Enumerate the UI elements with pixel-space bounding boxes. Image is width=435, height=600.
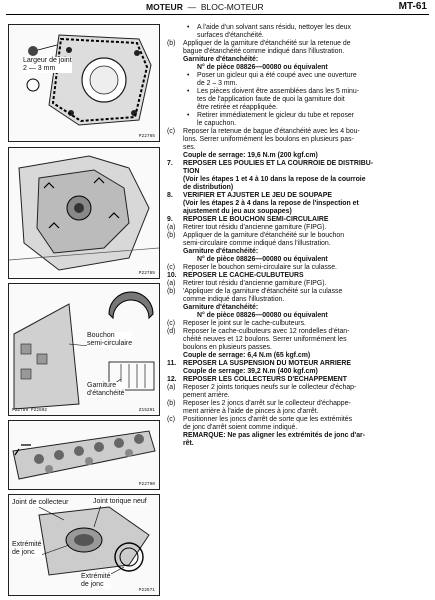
line-text: REPOSER LES POULIES ET LA COURROIE DE DISTRIBU- — [183, 160, 374, 167]
line-text: chéité neuves et 12 boulons. Serrer uniformément les — [183, 336, 347, 343]
label-line: semi-circulaire — [87, 340, 133, 347]
line-text: Reposer les 2 joncs d'arrêt sur le collecteur d'échappe- — [183, 400, 351, 407]
line-text: lons. Serrer uniformément les boulons en plusieurs pas- — [183, 136, 354, 143]
label-line: d'étanchéité — [87, 390, 125, 397]
bullet: • — [187, 72, 190, 79]
text-line — [167, 368, 429, 376]
line-text: Retirer tout résidu d'ancienne garniture (FIPG). — [183, 224, 327, 231]
section-heading — [167, 192, 429, 200]
line-text: pement arrière. — [183, 392, 230, 399]
step-marker: (b) — [167, 288, 176, 295]
line-text: Reposer 2 joints toriques neufs sur le collecteur d'échap- — [183, 384, 357, 391]
instruction-text — [167, 24, 429, 448]
page-number: MT-61 — [398, 1, 427, 12]
label-line: Extrémité — [81, 573, 111, 580]
label-snap-ring-end-left — [12, 541, 42, 557]
line-text: de jonc d'arrêt soient comme indiqué. — [183, 424, 298, 431]
line-text: TION — [183, 168, 200, 175]
line-text: REPOSER LE BOUCHON SEMI-CIRCULAIRE — [183, 216, 329, 223]
line-text: Retirer immédiatement le gicleur du tube et reposer — [197, 112, 355, 119]
label-seal-packing — [87, 382, 125, 398]
line-text: ses. — [183, 144, 196, 151]
header-subsection: BLOC-MOTEUR — [200, 2, 264, 12]
line-text: de 2 – 3 mm. — [197, 80, 238, 87]
line-text: REMARQUE: Ne pas aligner les extrémités de jonc d'ar- — [183, 432, 365, 439]
text-line — [167, 328, 429, 336]
header-dash: — — [187, 2, 197, 12]
line-text: (Voir les étapes 1 et 4 à 10 dans la repose de la courroie — [183, 176, 366, 183]
step-marker: 9. — [167, 216, 173, 223]
line-text: semi-circulaire comme indiqué dans l'illustration. — [183, 240, 331, 247]
figure-code: P22790 — [138, 482, 155, 487]
text-line — [167, 72, 429, 80]
line-text: ajustement du jeu aux soupapes) — [183, 208, 292, 215]
header-title — [146, 2, 264, 12]
text-line — [167, 32, 429, 40]
line-text: Reposer le cache-culbuteurs avec 12 rondelles d'étan- — [183, 328, 350, 335]
line-text: boulons en plusieurs passes. — [183, 344, 272, 351]
header-rule — [6, 14, 429, 15]
text-line — [167, 312, 429, 320]
text-line — [167, 40, 429, 48]
line-text: Couple de serrage: 6,4 N.m (65 kgf.cm) — [183, 352, 311, 359]
step-marker: 10. — [167, 272, 177, 279]
bullet: • — [187, 88, 190, 95]
figure-code: P22671 — [138, 588, 155, 593]
figure-code: P22765 — [138, 134, 155, 139]
text-line — [167, 224, 429, 232]
line-text: N° de pièce 08826—00080 ou équivalent — [197, 312, 328, 319]
figure-code: P22789 P22802 — [12, 408, 48, 413]
line-text: Retirer tout résidu d'ancienne garniture (FIPG). — [183, 280, 327, 287]
text-line — [167, 440, 429, 448]
label-line: Bouchon — [87, 332, 115, 339]
text-line — [167, 248, 429, 256]
timing-cover-drawing — [9, 148, 159, 278]
figure-timing-cover — [8, 147, 160, 279]
line-text: bague d'étanchéité comme indiqué dans l'illustration. — [183, 48, 345, 55]
section-heading — [167, 272, 429, 280]
label-line: Garniture — [87, 382, 117, 389]
step-marker: 12. — [167, 376, 177, 383]
text-line — [167, 256, 429, 264]
text-line — [167, 24, 429, 32]
text-line — [167, 96, 429, 104]
figure-semi-circular-plug — [8, 283, 160, 416]
text-line — [167, 320, 429, 328]
text-line — [167, 136, 429, 144]
text-line — [167, 80, 429, 88]
text-line — [167, 296, 429, 304]
step-marker: 7. — [167, 160, 173, 167]
text-line — [167, 424, 429, 432]
line-text: 'Appliquer de la garniture d'étanchéité sur la culasse — [183, 288, 343, 295]
figure-exhaust-manifold — [8, 494, 160, 596]
text-line — [167, 152, 429, 160]
text-line — [167, 400, 429, 408]
text-line — [167, 240, 429, 248]
text-line — [167, 64, 429, 72]
text-line — [167, 200, 429, 208]
text-line — [167, 48, 429, 56]
line-text: comme indiqué dans l'illustration. — [183, 296, 285, 303]
section-heading — [167, 376, 429, 384]
label-line: de jonc — [81, 581, 104, 588]
text-line — [167, 56, 429, 64]
line-text: N° de pièce 08826—00080 ou équivalent — [197, 64, 328, 71]
line-text: rêt. — [183, 440, 194, 447]
figure-code-2: Z15201 — [138, 408, 155, 413]
line-text: être retirée et réappliquée. — [197, 104, 278, 111]
label-semi-circular-plug — [87, 332, 132, 348]
step-marker: (c) — [167, 264, 176, 271]
text-line — [167, 304, 429, 312]
text-line — [167, 352, 429, 360]
step-marker: (c) — [167, 128, 176, 135]
label-new-o-ring: Joint torique neuf — [93, 498, 147, 505]
page-header — [0, 0, 435, 16]
text-line — [167, 232, 429, 240]
line-text: tes de l'application faute de quoi la garniture doit — [197, 96, 345, 103]
bullet: • — [187, 24, 190, 31]
line-text: le capuchon. — [197, 120, 237, 127]
line-text: N° de pièce 08826—00080 ou équivalent — [197, 256, 328, 263]
step-marker: (c) — [167, 320, 176, 327]
bullet: • — [187, 112, 190, 119]
section-heading — [167, 160, 429, 168]
text-line — [167, 184, 429, 192]
line-text: ment arrière à l'aide de pinces à jonc d'arrêt. — [183, 408, 319, 415]
text-line — [167, 416, 429, 424]
text-line — [167, 392, 429, 400]
text-line — [167, 128, 429, 136]
line-text: Couple de serrage: 39,2 N.m (400 kgf.cm) — [183, 368, 318, 375]
line-text: de distribution) — [183, 184, 234, 191]
label-line: Largeur de joint — [23, 57, 72, 64]
section-heading — [167, 216, 429, 224]
line-text: Les pièces doivent être assemblées dans les 5 minu- — [197, 88, 360, 95]
line-text: Appliquer de la garniture d'étanchéité sur la retenue de — [183, 40, 351, 47]
step-marker: (b) — [167, 232, 176, 239]
text-line — [167, 344, 429, 352]
label-manifold-gasket: Joint de collecteur — [12, 499, 69, 506]
text-line — [167, 176, 429, 184]
line-text: Reposer la retenue de bague d'étanchéité avec les 4 bou- — [183, 128, 360, 135]
text-line — [167, 408, 429, 416]
line-text: REPOSER LES COLLECTEURS D'ECHAPPEMENT — [183, 376, 347, 383]
figure-code: P22785 — [138, 271, 155, 276]
text-line — [167, 144, 429, 152]
section-heading — [167, 360, 429, 368]
step-marker: 11. — [167, 360, 177, 367]
line-text: REPOSER LA SUSPENSION DU MOTEUR ARRIERE — [183, 360, 351, 367]
label-line: Extrémité — [12, 541, 42, 548]
step-marker: (c) — [167, 416, 176, 423]
text-line — [167, 432, 429, 440]
text-line — [167, 168, 429, 176]
line-text: Garniture d'étanchéité: — [183, 304, 259, 311]
line-text: Garniture d'étanchéité: — [183, 248, 259, 255]
line-text: VERIFIER ET AJUSTER LE JEU DE SOUPAPE — [183, 192, 332, 199]
seal-retainer-drawing — [9, 25, 159, 141]
step-marker: (d) — [167, 328, 176, 335]
text-line — [167, 88, 429, 96]
text-line — [167, 112, 429, 120]
header-section: MOTEUR — [146, 2, 183, 12]
line-text: (Voir les étapes 2 à 4 dans la repose de l'inspection et — [183, 200, 359, 207]
step-marker: (a) — [167, 280, 176, 287]
line-text: Garniture d'étanchéité: — [183, 56, 259, 63]
semi-circular-plug-drawing — [9, 284, 159, 415]
label-line: de jonc — [12, 549, 35, 556]
cylinder-head-drawing — [9, 421, 159, 489]
step-marker: (a) — [167, 224, 176, 231]
step-marker: (b) — [167, 40, 176, 47]
step-marker: (b) — [167, 400, 176, 407]
step-marker: 8. — [167, 192, 173, 199]
label-line: 2 — 3 mm — [23, 65, 56, 72]
text-line — [167, 104, 429, 112]
step-marker: (a) — [167, 384, 176, 391]
line-text: A l'aide d'un solvant sans résidu, nettoyer les deux — [197, 24, 351, 31]
figure-seal-retainer — [8, 24, 160, 142]
text-line — [167, 264, 429, 272]
text-line — [167, 120, 429, 128]
text-line — [167, 336, 429, 344]
text-line — [167, 208, 429, 216]
line-text: REPOSER LE CACHE-CULBUTEURS — [183, 272, 304, 279]
label-snap-ring-end-right — [81, 573, 111, 589]
text-line — [167, 384, 429, 392]
line-text: Couple de serrage: 19,6 N.m (200 kgf.cm) — [183, 152, 318, 159]
line-text: Reposer le bouchon semi-circulaire sur la culasse. — [183, 264, 337, 271]
figure-cylinder-head — [8, 420, 160, 490]
text-line — [167, 288, 429, 296]
line-text: Reposer le joint sur le cache-culbuteurs. — [183, 320, 306, 327]
line-text: Poser un gicleur qui a été coupé avec une ouverture — [197, 72, 357, 79]
line-text: Positionner les joncs d'arrêt de sorte que les extrémités — [183, 416, 353, 423]
label-gasket-width — [23, 57, 72, 73]
line-text: Appliquer de la garniture d'étanchéité sur le bouchon — [183, 232, 345, 239]
text-line — [167, 280, 429, 288]
line-text: surfaces d'étanchéité. — [197, 32, 264, 39]
